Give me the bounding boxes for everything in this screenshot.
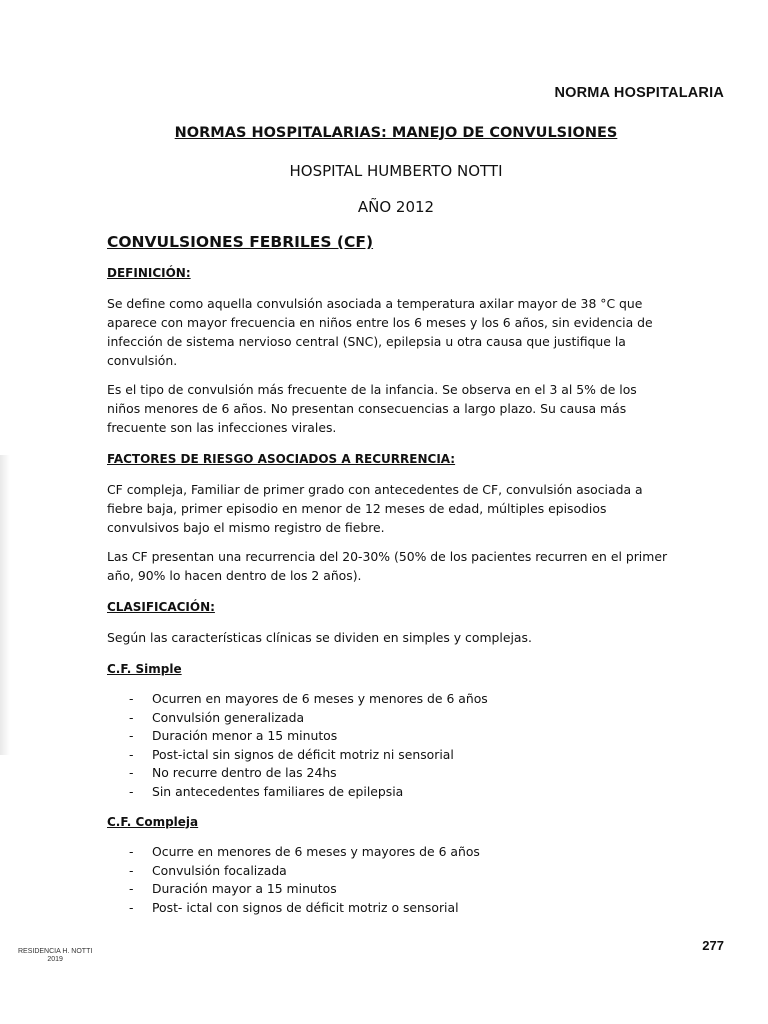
section-title: CONVULSIONES FEBRILES (CF): [107, 233, 374, 251]
definition-paragraph-1: Se define como aquella convulsión asociada a temperatura axilar mayor de 38 °C que aparece con mayor frecuencia en niños entre los 6 meses y los 6 años, sin evidencia de infección de sistema nervioso central (SNC), epilepsia u otra causa que justifique la convulsión.: [107, 296, 653, 368]
list-item: [107, 862, 672, 881]
footer-line-1: RESIDENCIA H. NOTTI: [18, 948, 93, 955]
list-item: [107, 843, 672, 862]
classification-paragraph: Según las características clínicas se dividen en simples y complejas.: [107, 630, 532, 645]
classification-heading: CLASIFICACIÓN:: [107, 600, 215, 614]
list-item: [107, 709, 672, 728]
document-title: NORMAS HOSPITALARIAS: MANEJO DE CONVULSIONES: [174, 125, 618, 141]
dash-bullet: -: [129, 899, 134, 915]
risk-factors-paragraph-2: Las CF presentan una recurrencia del 20-30% (50% de los pacientes recurren en el primer año, 90% lo hacen dentro de los 2 años).: [107, 549, 668, 583]
list-item-text: Ocurren en mayores de 6 meses y menores de 6 años: [152, 691, 488, 706]
list-item: [107, 764, 672, 783]
risk-factors-heading: FACTORES DE RIESGO ASOCIADOS A RECURRENCIA:: [107, 452, 456, 466]
footer-residency-label: [18, 948, 92, 964]
list-item-text: Post-ictal sin signos de déficit motriz ni sensorial: [152, 746, 454, 762]
list-item: [107, 880, 672, 899]
list-item-text: No recurre dentro de las 24hs: [152, 765, 337, 780]
list-item: [107, 899, 672, 918]
dash-bullet: -: [129, 709, 134, 725]
dash-bullet: -: [129, 844, 134, 859]
dash-bullet: -: [129, 728, 134, 743]
document-body: [107, 232, 672, 929]
dash-bullet: -: [129, 691, 134, 706]
definition-heading: DEFINICIÓN:: [107, 266, 191, 280]
list-item-text: Duración mayor a 15 minutos: [152, 881, 337, 896]
dash-bullet: -: [129, 746, 134, 762]
page-edge-shadow: [0, 455, 10, 755]
list-item: [107, 727, 672, 746]
page-number: 277: [702, 938, 724, 953]
list-item: [107, 690, 672, 709]
list-item-text: Post- ictal con signos de déficit motriz o sensorial: [152, 899, 459, 915]
risk-factors-paragraph-1: CF compleja, Familiar de primer grado con antecedentes de CF, convulsión asociada a fiebre baja, primer episodio en menor de 12 meses de edad, múltiples episodios convulsivos bajo el mismo registro de fiebre.: [107, 482, 643, 535]
simple-cf-list: [107, 690, 672, 801]
list-item-text: Convulsión generalizada: [152, 709, 305, 725]
footer-line-2: 2019: [47, 956, 63, 963]
dash-bullet: -: [129, 765, 134, 780]
list-item-text: Ocurre en menores de 6 meses y mayores de 6 años: [152, 844, 480, 859]
list-item: [107, 746, 672, 765]
dash-bullet: -: [129, 783, 134, 799]
hospital-name: HOSPITAL HUMBERTO NOTTI: [289, 162, 503, 180]
definition-paragraph-2: Es el tipo de convulsión más frecuente de la infancia. Se observa en el 3 al 5% de los niños menores de 6 años. No presentan consecuencias a largo plazo. Su causa más frecuente son las infecciones virales.: [107, 382, 637, 435]
complex-cf-list: [107, 843, 672, 917]
simple-cf-heading: C.F. Simple: [107, 662, 182, 676]
list-item: [107, 783, 672, 802]
list-item-text: Convulsión focalizada: [152, 862, 287, 878]
document-header-label: NORMA HOSPITALARIA: [554, 85, 724, 101]
complex-cf-heading: C.F. Compleja: [107, 815, 199, 829]
list-item-text: Sin antecedentes familiares de epilepsia: [152, 783, 404, 799]
dash-bullet: -: [129, 881, 134, 896]
list-item-text: Duración menor a 15 minutos: [152, 728, 338, 743]
dash-bullet: -: [129, 862, 134, 878]
document-year: AÑO 2012: [357, 198, 435, 216]
